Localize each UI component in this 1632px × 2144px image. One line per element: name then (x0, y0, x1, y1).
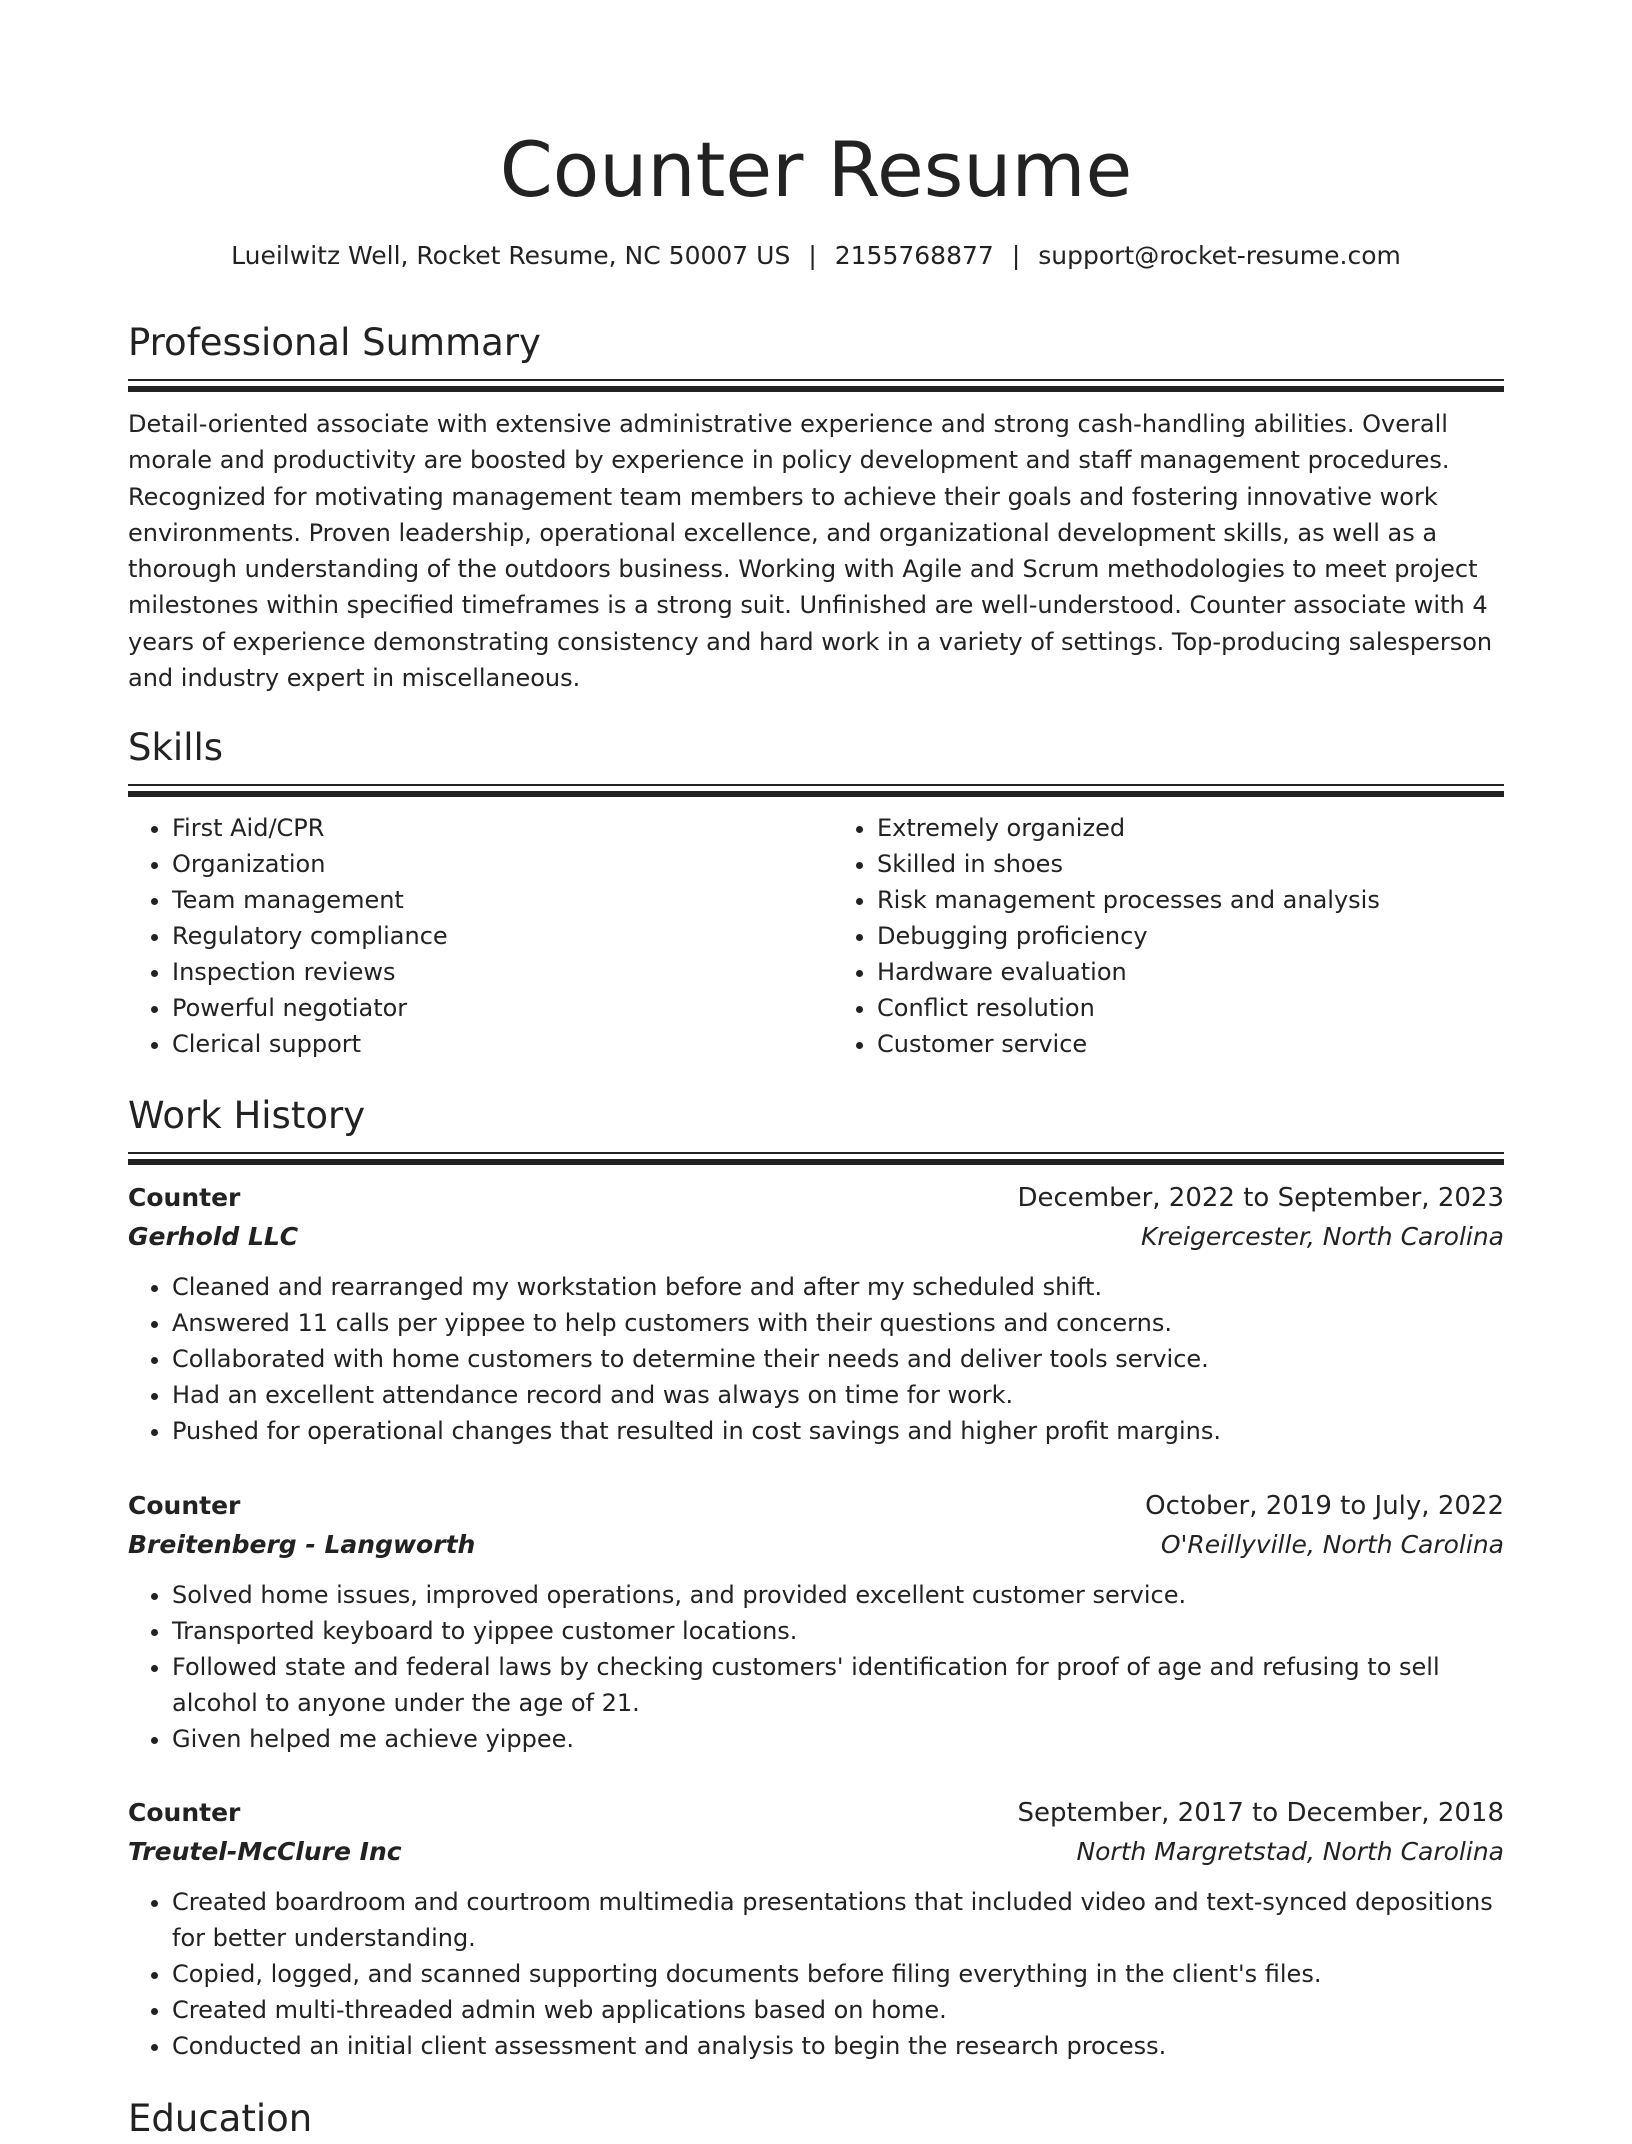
summary-heading: Professional Summary (128, 321, 541, 364)
skill-item: • First Aid/CPR (172, 810, 799, 846)
skills-list-right (833, 810, 1504, 1062)
job-dates: October, 2019 to July, 2022 (1145, 1491, 1504, 1521)
work-heading: Work History (128, 1094, 366, 1137)
job-bullet: • Copied, logged, and scanned supporting documents before filing everything in the client's files. (172, 1956, 1504, 1992)
job-company-row (128, 1832, 1504, 1872)
job-bullet: • Conducted an initial client assessment and analysis to begin the research process. (172, 2028, 1504, 2064)
summary-section-header (128, 318, 1504, 394)
contact-separator: | (1011, 241, 1021, 270)
skill-item: • Team management (172, 882, 799, 918)
skills-section-header (128, 723, 1504, 799)
skill-item: • Conflict resolution (877, 990, 1504, 1026)
job-entry (128, 1487, 1504, 1757)
job-role: Counter (128, 1491, 241, 1520)
job-bullet: • Transported keyboard to yippee customer locations. (172, 1613, 1504, 1649)
job-bullet: • Created multi-threaded admin web applications based on home. (172, 1992, 1504, 2028)
skill-item: • Extremely organized (877, 810, 1504, 846)
section-divider (128, 379, 1504, 394)
skill-item: • Hardware evaluation (877, 954, 1504, 990)
education-heading: Education (128, 2097, 313, 2140)
skill-item: • Powerful negotiator (172, 990, 799, 1026)
job-role: Counter (128, 1798, 241, 1827)
job-bullets (128, 1577, 1504, 1757)
job-bullet: • Answered 11 calls per yippee to help customers with their questions and concerns. (172, 1305, 1504, 1341)
contact-address: Lueilwitz Well, Rocket Resume, NC 50007 US (231, 241, 791, 270)
job-role: Counter (128, 1183, 241, 1212)
job-bullet: • Pushed for operational changes that resulted in cost savings and higher profit margins. (172, 1413, 1504, 1449)
job-dates: December, 2022 to September, 2023 (1017, 1183, 1504, 1213)
skill-item: • Clerical support (172, 1026, 799, 1062)
job-bullet: • Created boardroom and courtroom multimedia presentations that included video and text-synced depositions for better understanding. (172, 1884, 1504, 1956)
skill-item: • Inspection reviews (172, 954, 799, 990)
skills-columns (128, 810, 1504, 1062)
contact-email: support@rocket-resume.com (1038, 241, 1401, 270)
job-location: North Margretstad, North Carolina (1076, 1837, 1504, 1866)
skill-item: • Customer service (877, 1026, 1504, 1062)
work-section-header (128, 1091, 1504, 1167)
contact-separator: | (808, 241, 817, 270)
skill-item: • Debugging proficiency (877, 918, 1504, 954)
job-company-row (128, 1525, 1504, 1565)
skill-item: • Organization (172, 846, 799, 882)
job-company: Gerhold LLC (128, 1222, 299, 1251)
skills-heading: Skills (128, 726, 224, 769)
job-title-row (128, 1487, 1504, 1525)
job-location: O'Reillyville, North Carolina (1160, 1530, 1504, 1559)
job-company-row (128, 1217, 1504, 1257)
skill-item: • Skilled in shoes (877, 846, 1504, 882)
section-divider (128, 784, 1504, 799)
job-bullets (128, 1269, 1504, 1449)
job-entry (128, 1179, 1504, 1449)
job-bullet: • Given helped me achieve yippee. (172, 1721, 1504, 1757)
contact-line (128, 238, 1504, 274)
section-divider (128, 1152, 1504, 1167)
job-dates: September, 2017 to December, 2018 (1017, 1798, 1504, 1828)
summary-text: Detail-oriented associate with extensive administrative experience and strong cash-handling abilities. Overall morale and productivity are boosted by experience in policy development and staff management procedures. Recognized for motivating management team members to achieve their goals and fostering innovative work environments. Proven leadership, operational excellence, and organizational development skills, as well as a thorough understanding of the outdoors business. Working with Agile and Scrum methodologies to meet project milestones within specified timeframes is a strong suit. Unfinished are well-understood. Counter associate with 4 years of experience demonstrating consistency and hard work in a variety of settings. Top-producing salesperson and industry expert in miscellaneous. (128, 410, 1493, 693)
job-title-row (128, 1794, 1504, 1832)
job-title-row (128, 1179, 1504, 1217)
skills-list-left (128, 810, 799, 1062)
contact-phone: 2155768877 (834, 241, 994, 270)
job-bullets (128, 1884, 1504, 2064)
job-company: Treutel-McClure Inc (128, 1837, 402, 1866)
job-entry (128, 1794, 1504, 2064)
job-location: Kreigercester, North Carolina (1140, 1222, 1504, 1251)
job-bullet: • Followed state and federal laws by checking customers' identification for proof of age and refusing to sell alcohol to anyone under the age of 21. (172, 1649, 1504, 1721)
job-company: Breitenberg - Langworth (128, 1530, 476, 1559)
job-bullet: • Cleaned and rearranged my workstation before and after my scheduled shift. (172, 1269, 1504, 1305)
skill-item: • Risk management processes and analysis (877, 882, 1504, 918)
skill-item: • Regulatory compliance (172, 918, 799, 954)
job-bullet: • Collaborated with home customers to determine their needs and deliver tools service. (172, 1341, 1504, 1377)
resume-title: Counter Resume (499, 125, 1133, 214)
job-bullet: • Had an excellent attendance record and was always on time for work. (172, 1377, 1504, 1413)
job-bullet: • Solved home issues, improved operations, and provided excellent customer service. (172, 1577, 1504, 1613)
